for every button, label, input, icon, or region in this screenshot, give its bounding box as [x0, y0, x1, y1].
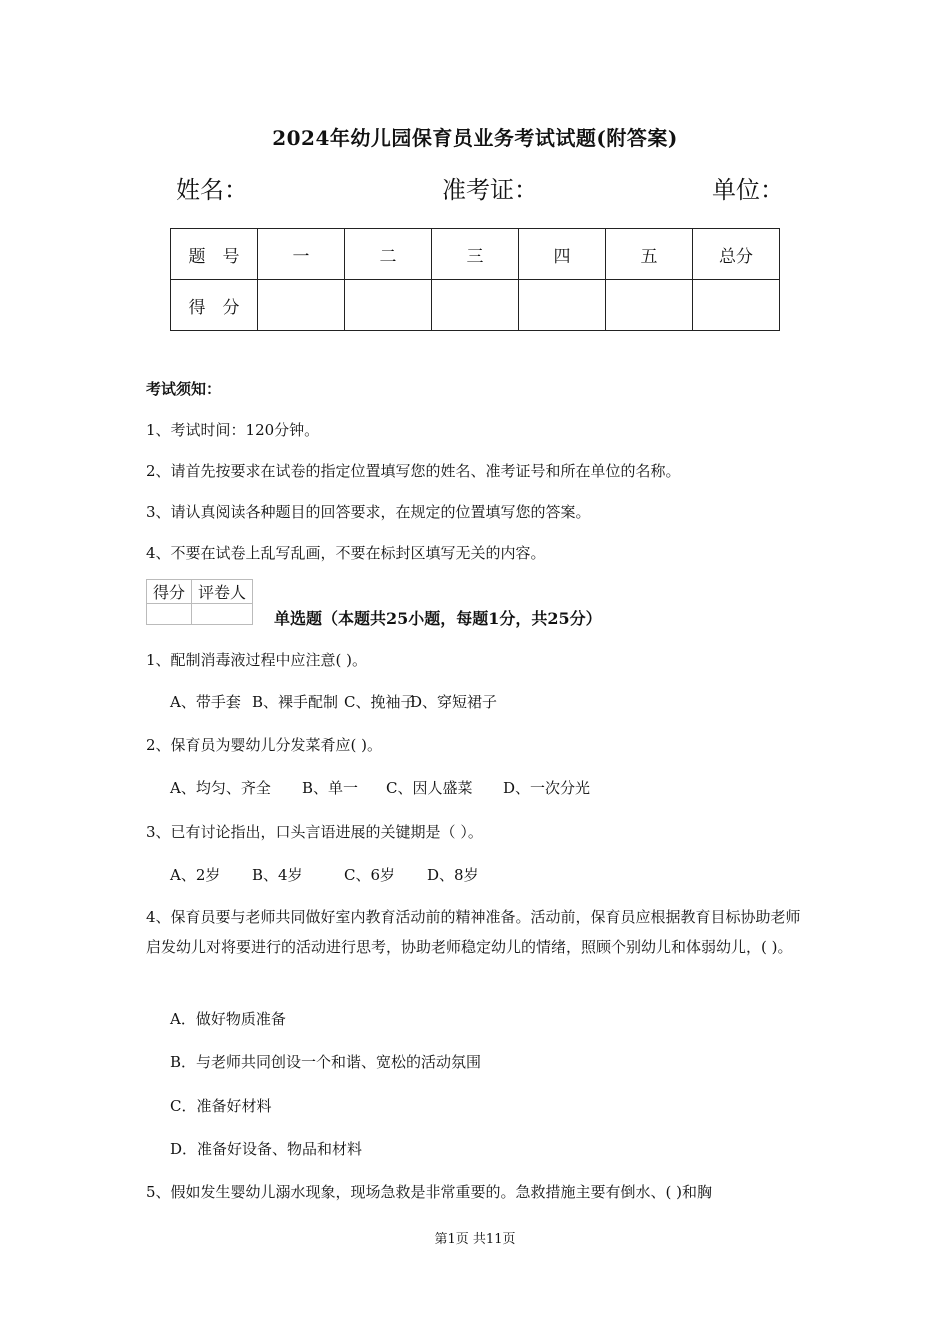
notice-item: 3、请认真阅读各种题目的回答要求，在规定的位置填写您的答案。	[146, 503, 591, 521]
option: D、一次分光	[503, 779, 591, 797]
option: A．做好物质准备	[170, 1010, 286, 1028]
question-stem: 1、配制消毒液过程中应注意( )。	[146, 651, 368, 669]
option: B、4岁	[252, 866, 303, 884]
grader-score-cell[interactable]	[147, 604, 192, 625]
score-table-score-row	[171, 280, 780, 331]
score-table-header-cell: 二	[345, 229, 432, 280]
score-table-header-cell: 五	[606, 229, 693, 280]
option: C．准备好材料	[170, 1097, 272, 1115]
question-options	[170, 777, 590, 798]
grader-box	[146, 579, 253, 625]
grader-score-label: 得分	[147, 580, 192, 604]
score-cell[interactable]	[519, 280, 606, 331]
page-footer: 第1页 共11页	[434, 1232, 516, 1247]
option: A、带手套	[170, 693, 241, 711]
option: A、2岁	[170, 866, 221, 884]
name-label: 姓名：	[176, 176, 248, 204]
option: D、穿短裙子	[410, 693, 498, 711]
score-table-header-cell: 三	[432, 229, 519, 280]
notice-title: 考试须知：	[146, 380, 222, 398]
score-row-label: 得 分	[171, 280, 258, 331]
question-stem: 2、保育员为婴幼儿分发菜肴应( )。	[146, 736, 383, 754]
notice-item: 4、不要在试卷上乱写乱画，不要在标封区填写无关的内容。	[146, 544, 546, 562]
option: B、裸手配制	[252, 693, 339, 711]
notice-item: 1、考试时间：120分钟。	[146, 421, 320, 439]
question-options	[170, 691, 497, 712]
score-cell[interactable]	[693, 280, 780, 331]
question-stem: 3、已有讨论指出，口头言语进展的关键期是（ ）。	[146, 823, 483, 841]
option: D、8岁	[427, 866, 479, 884]
score-cell[interactable]	[345, 280, 432, 331]
page-title: 2024年幼儿园保育员业务考试试题(附答案)	[272, 126, 678, 150]
option: A、均匀、齐全	[170, 779, 271, 797]
option: B、单一	[302, 779, 359, 797]
grader-reviewer-label: 评卷人	[192, 580, 253, 604]
score-table-header-cell: 一	[258, 229, 345, 280]
score-table	[170, 228, 780, 331]
option: B．与老师共同创设一个和谐、宽松的活动氛围	[170, 1053, 482, 1071]
question-stem: 4、保育员要与老师共同做好室内教育活动前的精神准备。活动前，保育员应根据教育目标协助老师启发幼儿对将要进行的活动进行思考，协助老师稳定幼儿的情绪，照顾个别幼儿和体弱幼儿，( )。	[146, 908, 801, 956]
score-table-header-row	[171, 229, 780, 280]
option: D．准备好设备、物品和材料	[170, 1140, 363, 1158]
score-cell[interactable]	[258, 280, 345, 331]
score-table-header-cell: 题 号	[171, 229, 258, 280]
question-options	[170, 864, 479, 885]
option: C、因人盛菜	[386, 779, 473, 797]
exam-id-label: 准考证：	[442, 176, 538, 204]
section-title: 单选题（本题共25小题，每题1分，共25分）	[274, 609, 602, 628]
grader-reviewer-cell[interactable]	[192, 604, 253, 625]
score-cell[interactable]	[606, 280, 693, 331]
score-table-header-cell: 总分	[693, 229, 780, 280]
unit-label: 单位：	[712, 176, 784, 204]
score-table-header-cell: 四	[519, 229, 606, 280]
option: C、6岁	[344, 866, 396, 884]
question-stem: 5、假如发生婴幼儿溺水现象，现场急救是非常重要的。急救措施主要有倒水、( )和胸	[146, 1183, 713, 1201]
score-cell[interactable]	[432, 280, 519, 331]
option: C、挽袖子	[344, 693, 416, 711]
notice-item: 2、请首先按要求在试卷的指定位置填写您的姓名、准考证号和所在单位的名称。	[146, 462, 681, 480]
